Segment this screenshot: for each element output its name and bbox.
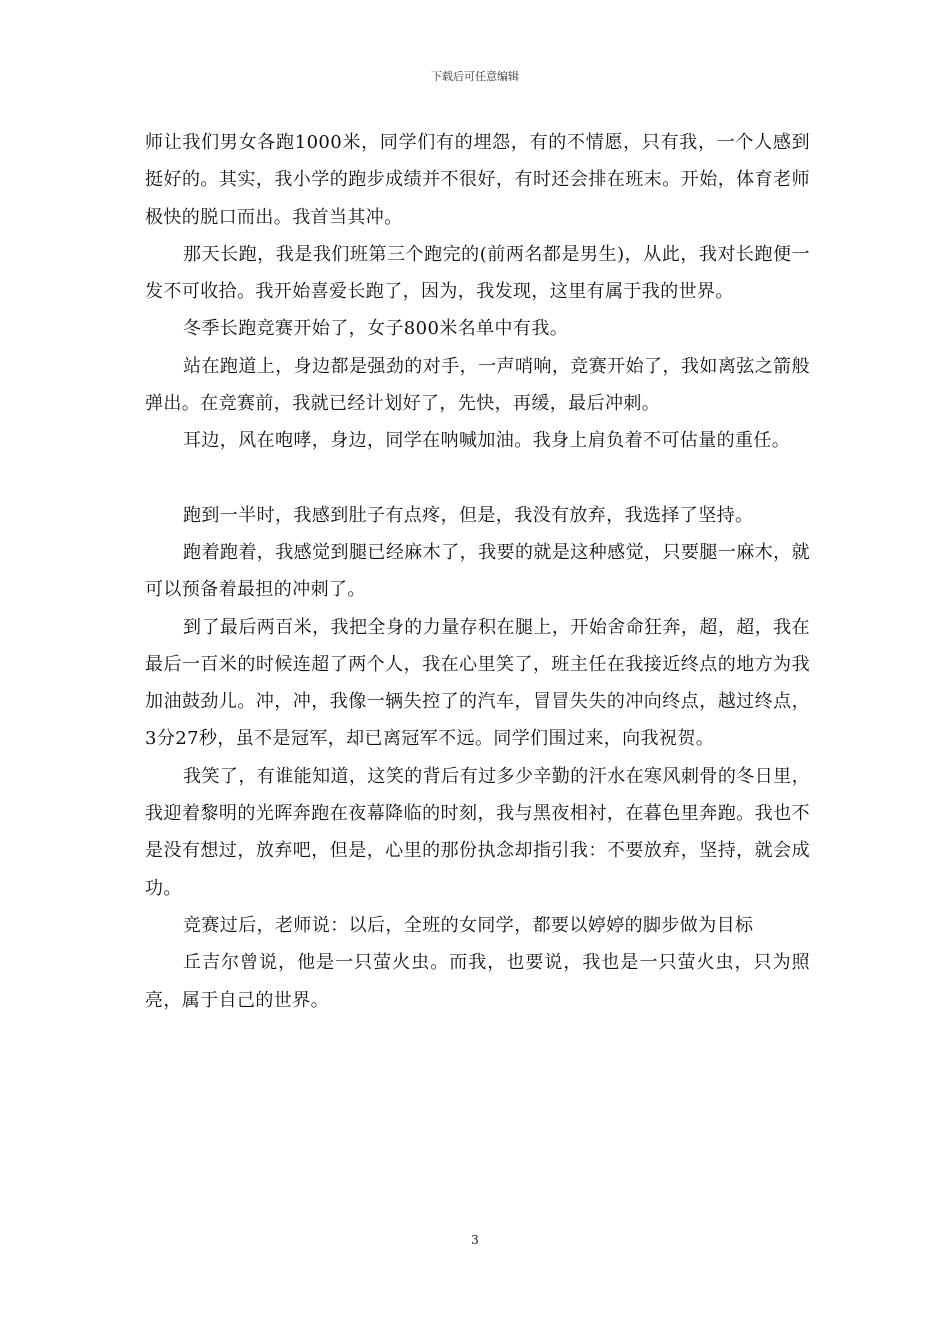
paragraph-7: 跑着跑着，我感觉到腿已经麻木了，我要的就是这种感觉，只要腿一麻木，就可以预备着最担的冲刺了。 bbox=[145, 541, 810, 601]
page-number: 3 bbox=[471, 1233, 479, 1247]
paragraph-2: 那天长跑，我是我们班第三个跑完的(前两名都是男生)，从此，我对长跑便一发不可收拾。我开始喜爱长跑了，因为，我发现，这里有属于我的世界。 bbox=[145, 243, 810, 303]
paragraph-3: 冬季长跑竞赛开始了，女子800米名单中有我。 bbox=[183, 318, 569, 340]
paragraph-1: 师让我们男女各跑1000米，同学们有的埋怨，有的不情愿，只有我，一个人感到挺好的。其实，我小学的跑步成绩并不很好，有时还会排在班末。开始，体育老师极快的脱口而出。我首当其冲。 bbox=[145, 132, 810, 228]
paragraph-10: 竞赛过后，老师说：以后，全班的女同学，都要以婷婷的脚步做为目标 bbox=[183, 914, 754, 936]
paragraph-5: 耳边，风在咆哮，身边，同学在呐喊加油。我身上肩负着不可估量的重任。 bbox=[183, 430, 791, 452]
paragraph-6: 跑到一半时，我感到肚子有点疼，但是，我没有放弃，我选择了坚持。 bbox=[183, 504, 754, 526]
paragraph-8: 到了最后两百米，我把全身的力量存积在腿上，开始舍命狂奔，超，超，我在最后一百米的时候连超了两个人，我在心里笑了，班主任在我接近终点的地方为我加油鼓劲儿。冲，冲，我像一辆失控了的汽车，冒冒失失的冲向终点，越过终点，3分27秒，虽不是冠军，却已离冠军不远。同学们围过来，向我祝贺。 bbox=[145, 616, 810, 750]
page-header: 下载后可任意编辑 bbox=[431, 70, 519, 83]
paragraph-9: 我笑了，有谁能知道，这笑的背后有过多少辛勤的汗水在寒风刺骨的冬日里，我迎着黎明的光晖奔跑在夜幕降临的时刻，我与黑夜相衬，在暮色里奔跑。我也不是没有想过，放弃吧，但是，心里的那份执念却指引我：不要放弃，坚持，就会成功。 bbox=[145, 765, 810, 899]
paragraph-11: 丘吉尔曾说，他是一只萤火虫。而我，也要说，我也是一只萤火虫，只为照亮，属于自己的世界。 bbox=[145, 952, 810, 1011]
document-body bbox=[145, 124, 810, 1019]
blank-line bbox=[145, 460, 810, 497]
paragraph-4: 站在跑道上，身边都是强劲的对手，一声哨响，竞赛开始了，我如离弦之箭般弹出。在竞赛前，我就已经计划好了，先快，再缓，最后冲刺。 bbox=[145, 355, 810, 415]
